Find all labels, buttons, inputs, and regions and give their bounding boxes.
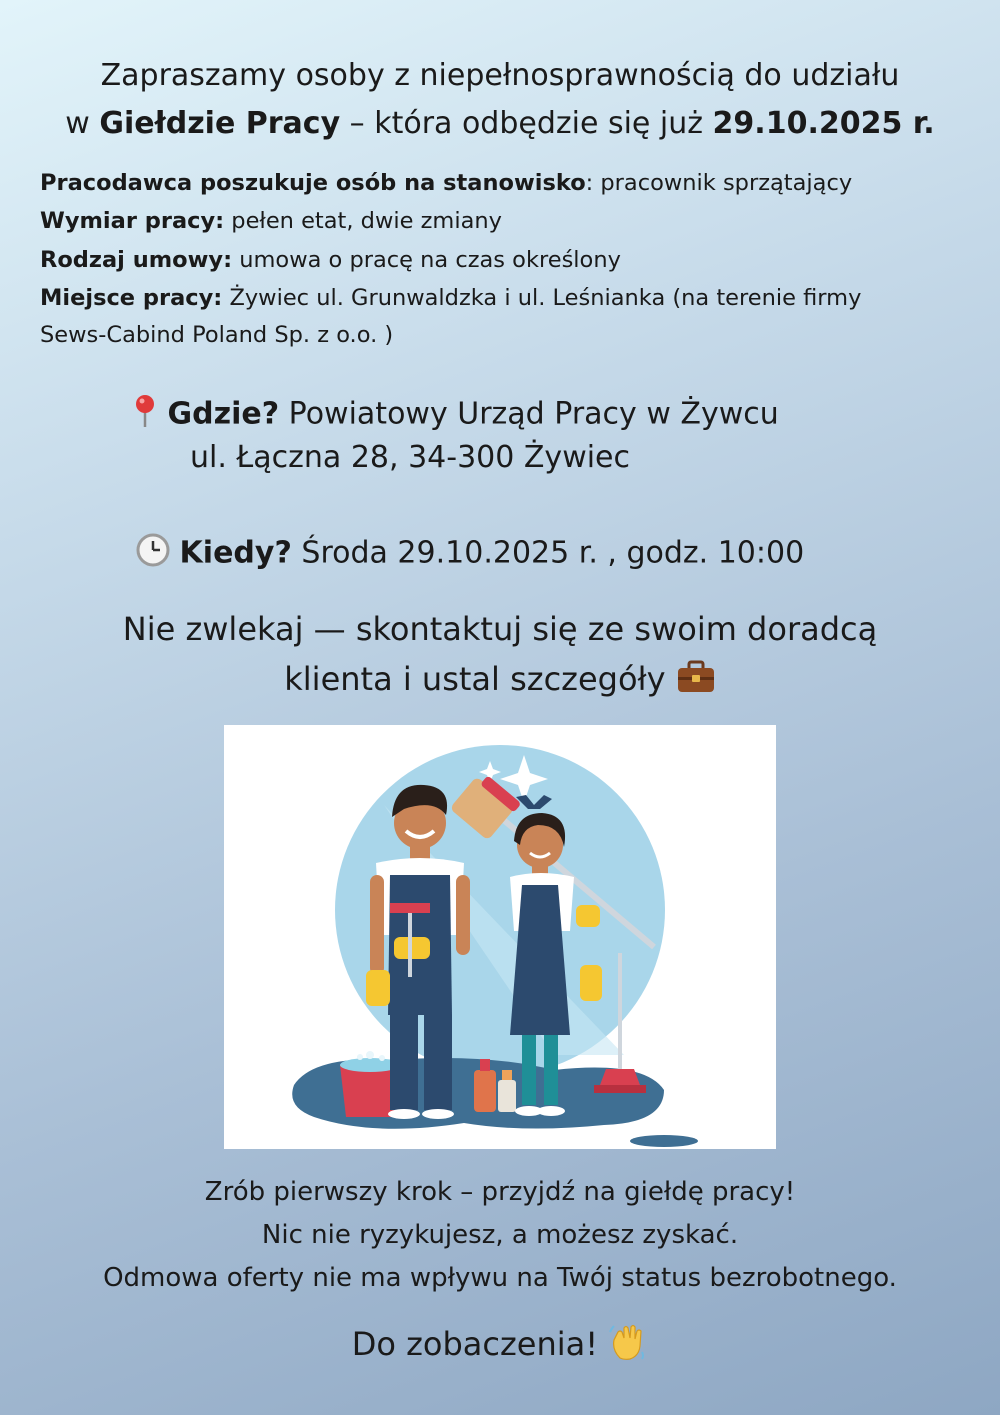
when-line: Kiedy? Środa 29.10.2025 r. , godz. 10:00 [136, 533, 804, 575]
footer-line-3: Odmowa oferty nie ma wpływu na Twój status bezrobotnego. [103, 1263, 897, 1293]
job-position: Pracodawca poszukuje osób na stanowisko: pracownik sprzątający [40, 170, 853, 196]
cta-line-1: Nie zwlekaj — skontaktuj się ze swoim doradcą [122, 610, 878, 648]
footer-line-1: Zrób pierwszy krok – przyjdź na giełdę pracy! [204, 1177, 796, 1207]
event-name: Giełdzie Pracy [99, 106, 341, 141]
pin-icon [132, 393, 158, 437]
job-hours: Wymiar pracy: pełen etat, dwie zmiany [40, 208, 502, 234]
clock-icon [136, 533, 170, 575]
where-line: Gdzie? Powiatowy Urząd Pracy w Żywcu [132, 393, 779, 437]
job-place-continued: Sews-Cabind Poland Sp. z o.o. ) [40, 322, 394, 348]
waving-hand-icon [608, 1322, 648, 1370]
job-contract: Rodzaj umowy: umowa o pracę na czas określony [40, 247, 621, 273]
cleaning-workers-illustration [224, 725, 776, 1149]
event-date: 29.10.2025 r. [712, 106, 935, 141]
invitation-line-2: w Giełdzie Pracy – która odbędzie się już 29.10.2025 r. [65, 106, 935, 141]
job-place: Miejsce pracy: Żywiec ul. Grunwaldzka i ul. Leśnianka (na terenie firmy [40, 285, 862, 311]
invitation-line-1: Zapraszamy osoby z niepełnosprawnością do udziału [100, 58, 900, 93]
closing-line: Do zobaczenia! [0, 1322, 1000, 1370]
briefcase-icon [676, 660, 716, 702]
where-address: ul. Łączna 28, 34-300 Żywiec [190, 440, 631, 475]
footer-line-2: Nic nie ryzykujesz, a możesz zyskać. [261, 1220, 739, 1250]
cta-line-2: klienta i ustal szczegóły [0, 660, 1000, 702]
